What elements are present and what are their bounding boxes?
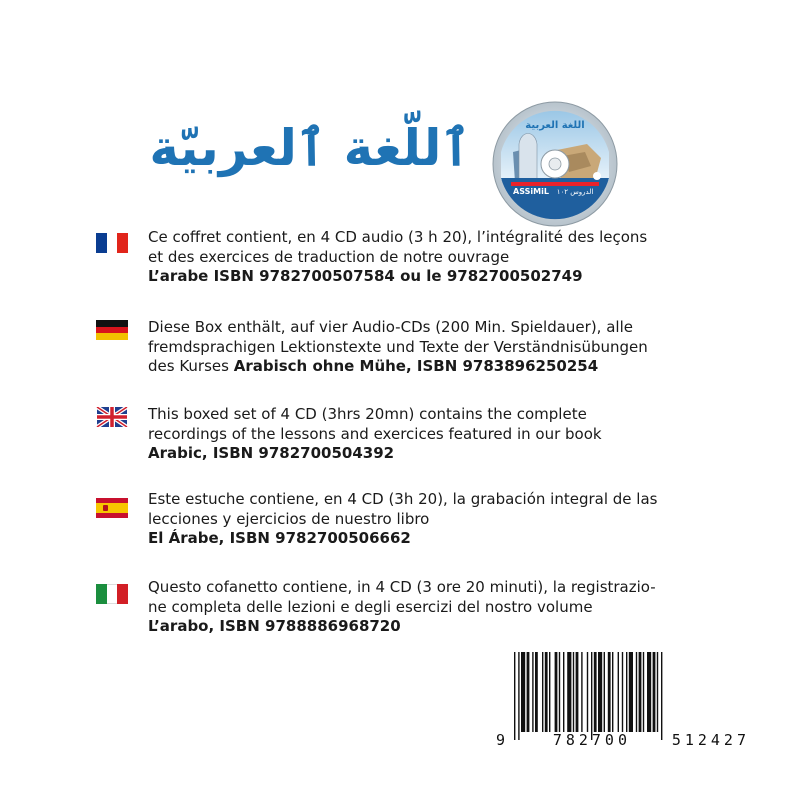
italian-text [148, 578, 658, 637]
barcode-bar [581, 652, 582, 732]
barcode-bar [643, 652, 644, 732]
barcode-group-1: 782700 [552, 731, 631, 749]
french-line-2: et des exercices de traduction de notre ouvrage [148, 247, 510, 266]
english-text [148, 405, 658, 464]
spanish-text [148, 490, 658, 549]
barcode-bar [532, 652, 533, 732]
uk-flag-icon [96, 407, 128, 427]
french-flag-icon [96, 233, 128, 253]
barcode-bar [514, 652, 515, 740]
barcode-bar [576, 652, 579, 732]
english-line-2: recordings of the lessons and exercices featured in our book [148, 424, 602, 443]
english-isbn: Arabic, ISBN 9782700504392 [148, 444, 395, 462]
cd-title: اللغة العربية [525, 120, 585, 131]
barcode-bar [626, 652, 627, 732]
barcode-bar [545, 652, 548, 732]
barcode-bar [608, 652, 611, 732]
barcode-bar [636, 652, 637, 732]
barcode-bar [587, 652, 588, 732]
barcode-bar [521, 652, 525, 732]
barcode-bar [591, 652, 592, 740]
spanish-line-1: Este estuche contiene, en 4 CD (3h 20), la grabación integral de las [148, 490, 658, 508]
italian-line-2: ne completa delle lezioni e degli esercizi del nostro volume [148, 597, 593, 616]
barcode-bar [622, 652, 623, 732]
barcode-bar [661, 652, 662, 740]
german-text [148, 318, 658, 377]
barcode-number [496, 731, 754, 749]
spanish-flag-icon [96, 498, 128, 518]
barcode-group-2: 512427 [671, 731, 750, 749]
barcode-bar [549, 652, 550, 732]
barcode-bar [612, 652, 613, 732]
german-isbn: Arabisch ohne Mühe, ISBN 9783896250254 [233, 357, 599, 375]
barcode-bar [555, 652, 558, 732]
barcode-bar [518, 652, 519, 740]
barcode-bar [639, 652, 642, 732]
cd-brand: ASSiMiL [513, 187, 549, 196]
cd-disc-image [491, 100, 619, 228]
barcode-lead-digit: 9 [496, 731, 506, 749]
barcode-bar [647, 652, 651, 732]
barcode-bar [542, 652, 543, 732]
barcode-bar [653, 652, 656, 732]
barcode-bar [629, 652, 633, 732]
barcode-bar [618, 652, 619, 732]
french-line-1: Ce coffret contient, en 4 CD audio (3 h 20), l’intégralité des leçons [148, 228, 648, 246]
barcode-bar [598, 652, 602, 732]
spanish-line-2: lecciones y ejercicios de nuestro libro [148, 509, 430, 528]
spanish-isbn: El Árabe, ISBN 9782700506662 [148, 529, 411, 547]
barcode-bar [573, 652, 574, 732]
italian-line-1: Questo cofanetto contiene, in 4 CD (3 ore 20 minuti), la registrazio- [148, 578, 656, 596]
english-line-1: This boxed set of 4 CD (3hrs 20mn) contains the complete [148, 405, 587, 423]
barcode-bar [567, 652, 571, 732]
barcode-bar [535, 652, 538, 732]
arabic-title: ٱللّغة ٱلعربيّة [149, 119, 471, 177]
barcode-bar [657, 652, 658, 732]
french-isbn: L’arabe ISBN 9782700507584 ou le 9782700502749 [148, 267, 583, 285]
italian-flag-icon [96, 584, 128, 604]
cd-subtitle: الدروس ١٠٢ [556, 188, 594, 196]
german-line-2: fremdsprachigen Lektionstexte und Texte der Verständnisübungen [148, 337, 648, 356]
italian-isbn: L’arabo, ISBN 9788886968720 [148, 617, 401, 635]
barcode-bar [604, 652, 605, 732]
barcode-bar [563, 652, 564, 732]
barcode-bar [559, 652, 560, 732]
german-line-1: Diese Box enthält, auf vier Audio-CDs (200 Min. Spieldauer), alle [148, 318, 633, 336]
barcode-bar [594, 652, 597, 732]
barcode-bar [527, 652, 530, 732]
german-line-3: des Kurses [148, 357, 234, 375]
french-text [148, 228, 658, 287]
german-flag-icon [96, 320, 128, 340]
